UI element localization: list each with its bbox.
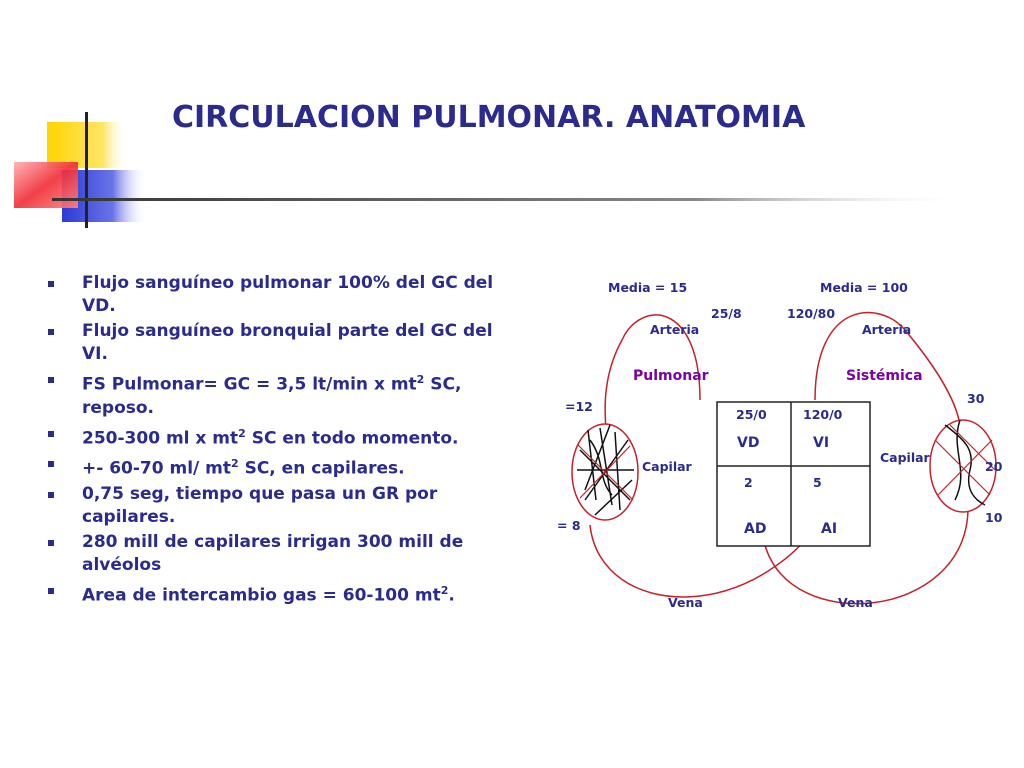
vd-pressure: 25/0 bbox=[736, 407, 767, 422]
ai-label: AI bbox=[821, 521, 838, 537]
sistemica-label: Sistémica bbox=[846, 368, 923, 384]
list-item: 0,75 seg, tiempo que pasa un GR por capilares. bbox=[48, 483, 508, 529]
cap-right-30: 30 bbox=[967, 391, 985, 406]
list-item: Flujo sanguíneo bronquial parte del GC del VI. bbox=[48, 320, 508, 366]
cap-left-top-pressure: =12 bbox=[565, 399, 593, 414]
cap-right-20: 20 bbox=[985, 459, 1003, 474]
capilar-left-label: Capilar bbox=[642, 459, 692, 474]
systemic-artery-pressure: 120/80 bbox=[787, 306, 836, 321]
vd-label: VD bbox=[737, 435, 760, 451]
list-item: FS Pulmonar= GC = 3,5 lt/min x $mt^2$ SC, reposo. bbox=[48, 368, 508, 420]
ad-label: AD bbox=[744, 521, 767, 537]
red-square bbox=[14, 162, 78, 208]
media-pulmonar-label: Media = 15 bbox=[608, 280, 688, 295]
vertical-line bbox=[85, 112, 88, 228]
page-title: CIRCULACION PULMONAR. ANATOMIA bbox=[172, 100, 806, 135]
ad-pressure: 2 bbox=[744, 475, 753, 490]
horizontal-line bbox=[52, 198, 972, 201]
arteria-right-label: Arteria bbox=[862, 322, 912, 337]
capilar-right-label: Capilar bbox=[880, 450, 930, 465]
vena-right-label: Vena bbox=[838, 595, 873, 610]
list-item: 280 mill de capilares irrigan 300 mill de alvéolos bbox=[48, 531, 508, 577]
pulmonary-artery-pressure: 25/8 bbox=[711, 306, 742, 321]
circulation-diagram bbox=[540, 270, 1024, 630]
pulmonary-capillary-bed bbox=[572, 424, 638, 520]
vena-left-label: Vena bbox=[668, 595, 703, 610]
heart-chambers bbox=[717, 402, 870, 546]
vi-pressure: 120/0 bbox=[803, 407, 843, 422]
list-item: 250-300 ml x $mt^2$ SC en todo momento. bbox=[48, 422, 508, 451]
media-sistemica-label: Media = 100 bbox=[820, 280, 908, 295]
cap-right-10: 10 bbox=[985, 510, 1003, 525]
bullet-list bbox=[48, 272, 508, 610]
list-item: +- 60-70 ml/ $mt^2$ SC, en capilares. bbox=[48, 452, 508, 481]
vi-label: VI bbox=[813, 435, 830, 451]
arteria-left-label: Arteria bbox=[650, 322, 700, 337]
list-item: Flujo sanguíneo pulmonar 100% del GC del VD. bbox=[48, 272, 508, 318]
cap-left-bottom-pressure: = 8 bbox=[557, 518, 581, 533]
list-item: Area de intercambio gas = 60-100 $mt^2$. bbox=[48, 579, 508, 608]
pulmonar-label: Pulmonar bbox=[633, 368, 709, 384]
ai-pressure: 5 bbox=[813, 475, 822, 490]
